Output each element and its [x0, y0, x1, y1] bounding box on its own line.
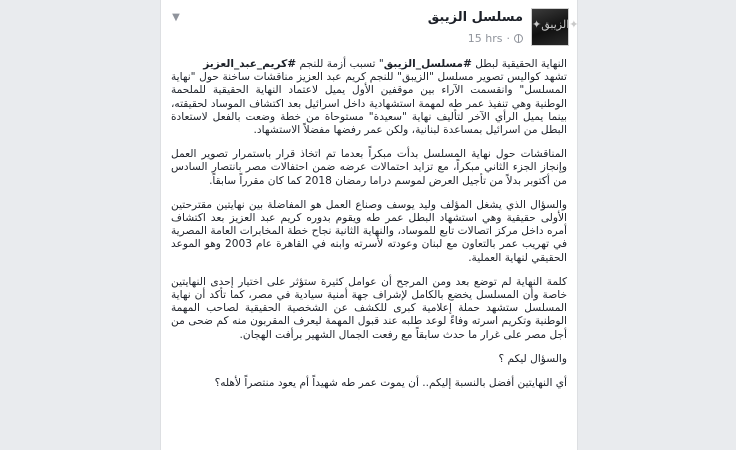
headline-prefix: النهاية الحقيقية لبطل — [471, 58, 567, 70]
post-paragraph-6: أي النهايتين أفضل بالنسبة إليكم.. أن يموت عمر طه شهيداً أم يعود منتصراً لأهله؟ — [214, 377, 567, 390]
post-header — [161, 0, 577, 58]
hashtag-link-actor[interactable]: #كريم_عبد_العزيز — [203, 58, 297, 70]
page-avatar[interactable] — [531, 8, 579, 46]
show-logo-icon: ✦ﺍﻟﺰﻳﺒﻖ✦ — [532, 18, 579, 31]
post-paragraph-3: والسؤال الذي يشغل المؤلف وليد يوسف وصناع العمل هو المفاضلة بين نهايتين مقترحتين الأولى حقيقية وهي استشهاد البطل عمر طه ويقوم بدوره كريم عبد العزيز بعد اكتشاف أمره داخل مركز اتصالات تابع للموساد، والنهاية الثانية نجاح خطة المخابرات العامة المصرية في تهريب عمر بالتعاون مع لبنان وعودته لأسرته وابنه في القاهرة عام 2003 وهو الموعد الحقيقي لنهاية العملية. — [171, 198, 568, 264]
meta-dot: · — [506, 32, 510, 45]
post-paragraph-4: كلمة النهاية لم توضع بعد ومن المرجح أن عوامل كثيرة ستؤثر على اختيار إحدى النهايتين خاصة وأن المسلسل يخضع بالكامل لإشراف جهة أمنية سيادية في مصر، كما تأكد أن نهاية المسلسل ستشهد حملة إعلامية كبرى للكشف عن الشخصية الحقيقية لصاحب المهمة الوطنية وتكريم اسرته وفاءً لوعد طلبه عند قبول المهمة ليعرف المقربون منه كم ضحى من أجل مصر على غرار ما حدث سابقاً مع رفعت الجمال الشهير برأفت الهجان. — [171, 275, 567, 341]
page-name-link[interactable]: مسلسل الزيبق — [427, 10, 523, 25]
post-meta — [468, 32, 523, 45]
post-paragraph-2: المناقشات حول نهاية المسلسل بدأت مبكراً بعدما تم اتخاذ قرار باستمرار تصوير العمل وإنجاز الجزء الثاني مبكراً، مع تزايد احتمالات عرضه ضمن احتفالات مصر بانتصار السادس من أكتوبر بدلاً من تأجيل العرض لموسم دراما رمضان 2018 كما كان مقرراً سابقاً. — [171, 148, 567, 187]
post-paragraph-5: والسؤال ليكم ؟ — [498, 352, 567, 365]
hashtag-link-series[interactable]: #مسلسل_الزيبق — [383, 58, 472, 70]
facebook-post-card — [160, 0, 578, 450]
headline-middle: " تسبب أزمة للنجم — [296, 58, 384, 70]
chevron-down-icon[interactable]: ▼ — [172, 11, 180, 23]
post-headline — [171, 58, 567, 71]
post-body — [171, 58, 567, 401]
post-paragraph-1: تشهد كواليس تصوير مسلسل "الزيبق" للنجم كريم عبد العزيز مناقشات ساخنة حول "نهاية المسلسل" وانقسمت الآراء بين موقفين الأول يميل لاعتماد النهاية الحقيقية للملحمة الوطنية وهي تنفيذ عمر طه لمهمة استشهادية داخل اسرائيل بعد اكتشاف الموساد لحقيقته، بينما يميل الرأي الآخر لتأليف نهاية "سعيدة" مستوحاة من خطة وضعت بالفعل لاستعادة البطل من اسرائيل بمساعدة لبنانية، ولكن عمر رفضها مفضلاً الاستشهاد. — [171, 71, 567, 137]
post-timestamp[interactable]: 15 hrs — [467, 32, 503, 45]
globe-icon — [514, 34, 523, 43]
